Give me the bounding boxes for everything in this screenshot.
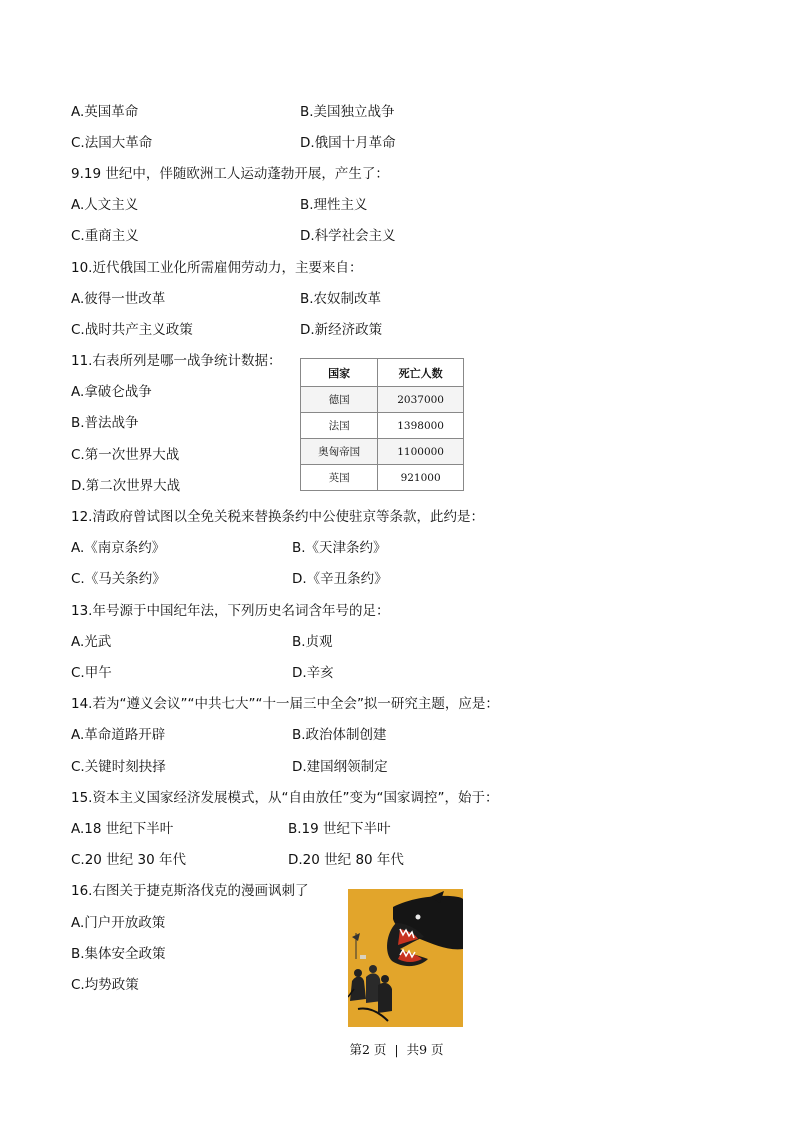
- q13-option-c: C.甲午: [71, 665, 112, 681]
- table-cell: 德国: [301, 387, 378, 413]
- q16-option-b: B.集体安全政策: [71, 946, 166, 962]
- q12-stem: 12.清政府曾试图以全免关税来替换条约中公使驻京等条款，此约是：: [71, 509, 484, 525]
- table-row: [301, 465, 464, 491]
- q8-option-a: A.英国革命: [71, 104, 139, 120]
- q8-option-c: C.法国大革命: [71, 135, 153, 151]
- q15-option-b: B.19 世纪下半叶: [288, 821, 391, 837]
- q9-option-a: A.人文主义: [71, 197, 139, 213]
- q15-option-c: C.20 世纪 30 年代: [71, 852, 186, 868]
- q12-option-a: A.《南京条约》: [71, 540, 166, 556]
- czechoslovakia-cartoon-image: [348, 889, 463, 1027]
- q14-option-c: C.关键时刻抉择: [71, 759, 166, 775]
- q10-option-b: B.农奴制改革: [300, 291, 382, 307]
- table-header: 死亡人数: [378, 359, 464, 387]
- table-header-row: [301, 359, 464, 387]
- q11-option-d: D.第二次世界大战: [71, 478, 181, 494]
- q10-option-a: A.彼得一世改革: [71, 291, 166, 307]
- q13-stem: 13.年号源于中国纪年法，下列历史名词含年号的足：: [71, 603, 390, 619]
- table-header: 国家: [301, 359, 378, 387]
- table-cell: 921000: [378, 465, 464, 491]
- table-cell: 奥匈帝国: [301, 439, 378, 465]
- q12-option-b: B.《天津条约》: [292, 540, 387, 556]
- q10-option-c: C.战时共产主义政策: [71, 322, 193, 338]
- q13-option-a: A.光武: [71, 634, 112, 650]
- q11-option-c: C.第一次世界大战: [71, 447, 180, 463]
- q8-option-b: B.美国独立战争: [300, 104, 395, 120]
- q11-option-a: A.拿破仑战争: [71, 384, 152, 400]
- q15-option-d: D.20 世纪 80 年代: [288, 852, 404, 868]
- page-number: 第2 页: [349, 1042, 387, 1057]
- footer-separator: |: [394, 1042, 399, 1057]
- q13-option-d: D.辛亥: [292, 665, 334, 681]
- q14-option-a: A.革命道路开辟: [71, 727, 166, 743]
- q10-option-d: D.新经济政策: [300, 322, 383, 338]
- q16-option-a: A.门户开放政策: [71, 915, 166, 931]
- q14-option-b: B.政治体制创建: [292, 727, 387, 743]
- q9-option-d: D.科学社会主义: [300, 228, 396, 244]
- q13-option-b: B.贞观: [292, 634, 333, 650]
- table-cell: 英国: [301, 465, 378, 491]
- q11-option-b: B.普法战争: [71, 415, 139, 431]
- table-cell: 1398000: [378, 413, 464, 439]
- q16-stem: 16.右图关于捷克斯洛伐克的漫画讽刺了: [71, 883, 309, 899]
- page-total: 共9 页: [406, 1042, 444, 1057]
- table-row: [301, 387, 464, 413]
- q8-option-d: D.俄国十月革命: [300, 135, 396, 151]
- table-row: [301, 439, 464, 465]
- q16-option-c: C.均势政策: [71, 977, 139, 993]
- q14-stem: 14.若为“遵义会议”“中共七大”“十一届三中全会”拟一研究主题，应是：: [71, 696, 499, 712]
- war-casualty-table: [300, 358, 464, 491]
- q14-option-d: D.建国纲领制定: [292, 759, 388, 775]
- q9-option-c: C.重商主义: [71, 228, 139, 244]
- page-footer: [0, 1040, 793, 1058]
- table-cell: 法国: [301, 413, 378, 439]
- q9-stem: 9.19 世纪中，伴随欧洲工人运动蓬勃开展，产生了：: [71, 166, 389, 182]
- q12-option-d: D.《辛丑条约》: [292, 571, 388, 587]
- q9-option-b: B.理性主义: [300, 197, 368, 213]
- table-cell: 1100000: [378, 439, 464, 465]
- q15-option-a: A.18 世纪下半叶: [71, 821, 174, 837]
- q15-stem: 15.资本主义国家经济发展模式，从“自由放任”变为“国家调控”，始于：: [71, 790, 499, 806]
- table-cell: 2037000: [378, 387, 464, 413]
- table-row: [301, 413, 464, 439]
- q12-option-c: C.《马关条约》: [71, 571, 166, 587]
- q10-stem: 10.近代俄国工业化所需雇佣劳动力，主要来自：: [71, 260, 363, 276]
- q11-stem: 11.右表所列是哪一战争统计数据：: [71, 353, 282, 369]
